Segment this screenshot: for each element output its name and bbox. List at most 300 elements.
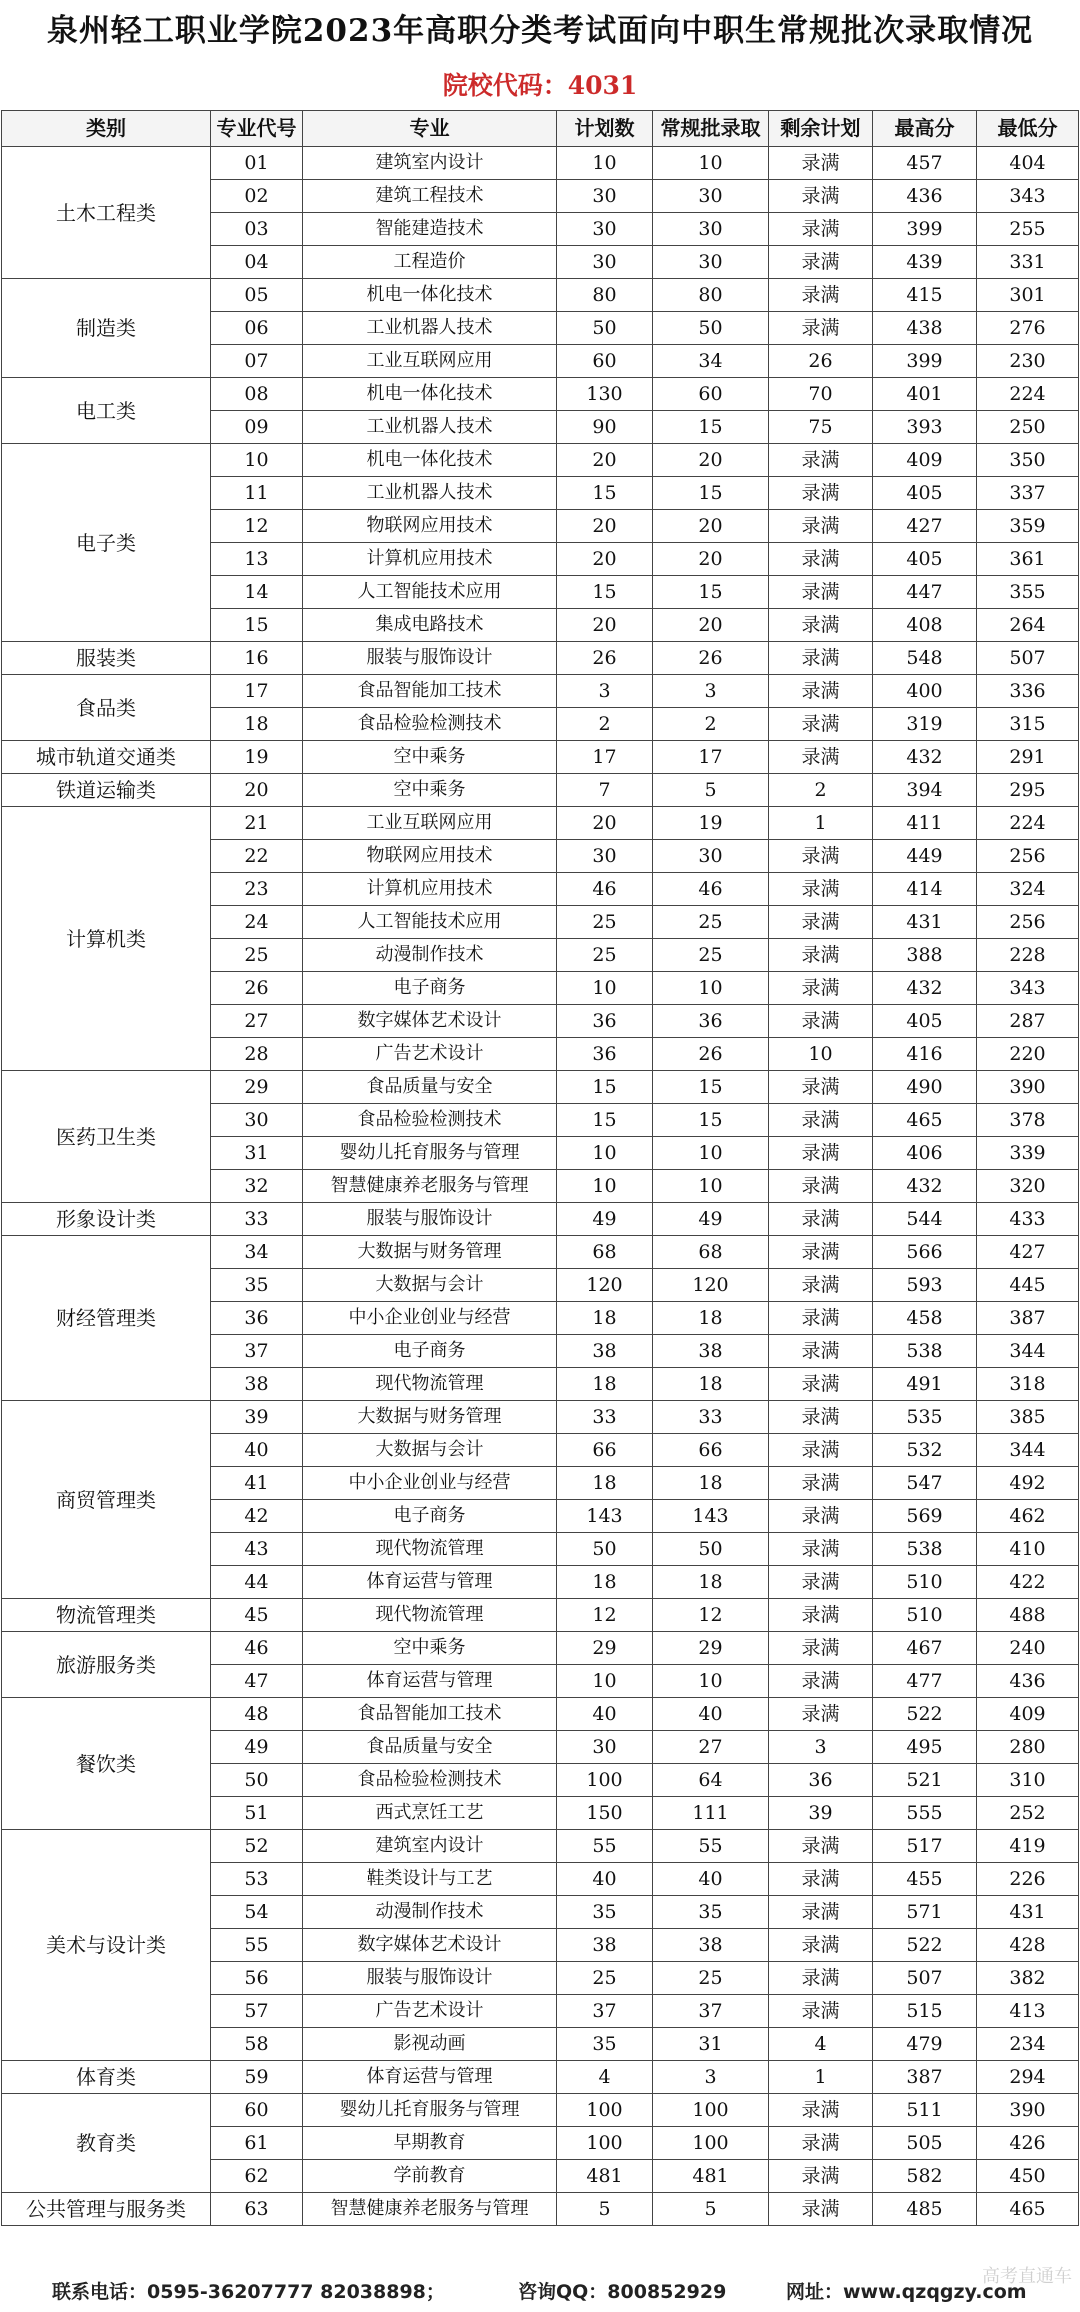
min-score-cell: 234 xyxy=(977,2028,1079,2061)
remaining-plan-cell: 录满 xyxy=(769,741,873,774)
max-score-cell: 432 xyxy=(873,1170,977,1203)
remaining-plan-cell: 录满 xyxy=(769,873,873,906)
major-name-cell: 机电一体化技术 xyxy=(303,279,557,312)
max-score-cell: 510 xyxy=(873,1599,977,1632)
min-score-cell: 359 xyxy=(977,510,1079,543)
plan-count-cell: 10 xyxy=(557,1137,653,1170)
remaining-plan-cell: 4 xyxy=(769,2028,873,2061)
major-name-cell: 中小企业创业与经营 xyxy=(303,1302,557,1335)
max-score-cell: 415 xyxy=(873,279,977,312)
max-score-cell: 449 xyxy=(873,840,977,873)
admitted-count-cell: 100 xyxy=(653,2127,769,2160)
plan-count-cell: 30 xyxy=(557,246,653,279)
major-name-cell: 食品检验检测技术 xyxy=(303,708,557,741)
plan-count-cell: 20 xyxy=(557,609,653,642)
major-code-cell: 08 xyxy=(211,378,303,411)
footer xyxy=(0,2272,1080,2312)
min-score-cell: 413 xyxy=(977,1995,1079,2028)
major-code-cell: 29 xyxy=(211,1071,303,1104)
major-name-cell: 婴幼儿托育服务与管理 xyxy=(303,1137,557,1170)
major-code-cell: 63 xyxy=(211,2193,303,2226)
plan-count-cell: 18 xyxy=(557,1368,653,1401)
remaining-plan-cell: 36 xyxy=(769,1764,873,1797)
plan-count-cell: 30 xyxy=(557,1731,653,1764)
remaining-plan-cell: 39 xyxy=(769,1797,873,1830)
major-code-cell: 30 xyxy=(211,1104,303,1137)
min-score-cell: 310 xyxy=(977,1764,1079,1797)
remaining-plan-cell: 录满 xyxy=(769,609,873,642)
max-score-cell: 532 xyxy=(873,1434,977,1467)
remaining-plan-cell: 录满 xyxy=(769,1929,873,1962)
header-admitted: 常规批录取 xyxy=(653,111,769,147)
max-score-cell: 555 xyxy=(873,1797,977,1830)
major-code-cell: 18 xyxy=(211,708,303,741)
plan-count-cell: 40 xyxy=(557,1698,653,1731)
header-category: 类别 xyxy=(2,111,211,147)
major-name-cell: 广告艺术设计 xyxy=(303,1995,557,2028)
min-score-cell: 324 xyxy=(977,873,1079,906)
category-cell: 制造类 xyxy=(2,279,211,378)
plan-count-cell: 50 xyxy=(557,312,653,345)
max-score-cell: 521 xyxy=(873,1764,977,1797)
admitted-count-cell: 10 xyxy=(653,1137,769,1170)
remaining-plan-cell: 录满 xyxy=(769,1830,873,1863)
plan-count-cell: 10 xyxy=(557,972,653,1005)
admitted-count-cell: 3 xyxy=(653,2061,769,2094)
table-row xyxy=(2,675,1079,708)
admitted-count-cell: 25 xyxy=(653,906,769,939)
major-code-cell: 56 xyxy=(211,1962,303,1995)
remaining-plan-cell: 录满 xyxy=(769,246,873,279)
remaining-plan-cell: 录满 xyxy=(769,1071,873,1104)
plan-count-cell: 90 xyxy=(557,411,653,444)
major-name-cell: 工业机器人技术 xyxy=(303,477,557,510)
category-cell: 计算机类 xyxy=(2,807,211,1071)
major-code-cell: 50 xyxy=(211,1764,303,1797)
remaining-plan-cell: 10 xyxy=(769,1038,873,1071)
major-code-cell: 01 xyxy=(211,147,303,180)
max-score-cell: 393 xyxy=(873,411,977,444)
major-code-cell: 47 xyxy=(211,1665,303,1698)
admitted-count-cell: 10 xyxy=(653,1170,769,1203)
min-score-cell: 337 xyxy=(977,477,1079,510)
max-score-cell: 436 xyxy=(873,180,977,213)
plan-count-cell: 2 xyxy=(557,708,653,741)
remaining-plan-cell: 1 xyxy=(769,2061,873,2094)
category-cell: 形象设计类 xyxy=(2,1203,211,1236)
admitted-count-cell: 20 xyxy=(653,609,769,642)
admitted-count-cell: 120 xyxy=(653,1269,769,1302)
remaining-plan-cell: 70 xyxy=(769,378,873,411)
remaining-plan-cell: 录满 xyxy=(769,1500,873,1533)
plan-count-cell: 4 xyxy=(557,2061,653,2094)
min-score-cell: 426 xyxy=(977,2127,1079,2160)
major-code-cell: 53 xyxy=(211,1863,303,1896)
max-score-cell: 432 xyxy=(873,741,977,774)
min-score-cell: 301 xyxy=(977,279,1079,312)
header-plan: 计划数 xyxy=(557,111,653,147)
min-score-cell: 428 xyxy=(977,1929,1079,1962)
min-score-cell: 382 xyxy=(977,1962,1079,1995)
max-score-cell: 457 xyxy=(873,147,977,180)
remaining-plan-cell: 录满 xyxy=(769,2193,873,2226)
plan-count-cell: 10 xyxy=(557,1665,653,1698)
remaining-plan-cell: 录满 xyxy=(769,279,873,312)
major-code-cell: 37 xyxy=(211,1335,303,1368)
remaining-plan-cell: 录满 xyxy=(769,147,873,180)
major-code-cell: 51 xyxy=(211,1797,303,1830)
major-name-cell: 工业互联网应用 xyxy=(303,345,557,378)
plan-count-cell: 20 xyxy=(557,543,653,576)
remaining-plan-cell: 录满 xyxy=(769,477,873,510)
major-name-cell: 物联网应用技术 xyxy=(303,510,557,543)
admitted-count-cell: 30 xyxy=(653,246,769,279)
min-score-cell: 230 xyxy=(977,345,1079,378)
admitted-count-cell: 49 xyxy=(653,1203,769,1236)
plan-count-cell: 18 xyxy=(557,1467,653,1500)
admitted-count-cell: 15 xyxy=(653,411,769,444)
remaining-plan-cell: 26 xyxy=(769,345,873,378)
max-score-cell: 405 xyxy=(873,543,977,576)
admitted-count-cell: 12 xyxy=(653,1599,769,1632)
max-score-cell: 405 xyxy=(873,477,977,510)
min-score-cell: 336 xyxy=(977,675,1079,708)
max-score-cell: 507 xyxy=(873,1962,977,1995)
max-score-cell: 405 xyxy=(873,1005,977,1038)
major-name-cell: 建筑室内设计 xyxy=(303,1830,557,1863)
max-score-cell: 582 xyxy=(873,2160,977,2193)
major-code-cell: 07 xyxy=(211,345,303,378)
min-score-cell: 250 xyxy=(977,411,1079,444)
admitted-count-cell: 15 xyxy=(653,1071,769,1104)
table-row xyxy=(2,2193,1079,2226)
major-code-cell: 26 xyxy=(211,972,303,1005)
max-score-cell: 387 xyxy=(873,2061,977,2094)
remaining-plan-cell: 录满 xyxy=(769,444,873,477)
plan-count-cell: 38 xyxy=(557,1335,653,1368)
table-row xyxy=(2,1401,1079,1434)
remaining-plan-cell: 录满 xyxy=(769,1236,873,1269)
admitted-count-cell: 34 xyxy=(653,345,769,378)
major-code-cell: 38 xyxy=(211,1368,303,1401)
admitted-count-cell: 25 xyxy=(653,939,769,972)
major-code-cell: 59 xyxy=(211,2061,303,2094)
major-name-cell: 空中乘务 xyxy=(303,774,557,807)
remaining-plan-cell: 录满 xyxy=(769,1962,873,1995)
major-code-cell: 21 xyxy=(211,807,303,840)
major-name-cell: 中小企业创业与经营 xyxy=(303,1467,557,1500)
category-cell: 财经管理类 xyxy=(2,1236,211,1401)
max-score-cell: 548 xyxy=(873,642,977,675)
admitted-count-cell: 17 xyxy=(653,741,769,774)
max-score-cell: 467 xyxy=(873,1632,977,1665)
header-remaining: 剩余计划 xyxy=(769,111,873,147)
remaining-plan-cell: 录满 xyxy=(769,1995,873,2028)
max-score-cell: 465 xyxy=(873,1104,977,1137)
admitted-count-cell: 18 xyxy=(653,1467,769,1500)
category-cell: 服装类 xyxy=(2,642,211,675)
major-name-cell: 机电一体化技术 xyxy=(303,444,557,477)
major-code-cell: 44 xyxy=(211,1566,303,1599)
major-name-cell: 食品检验检测技术 xyxy=(303,1104,557,1137)
major-name-cell: 工业互联网应用 xyxy=(303,807,557,840)
max-score-cell: 408 xyxy=(873,609,977,642)
admitted-count-cell: 20 xyxy=(653,543,769,576)
major-name-cell: 食品智能加工技术 xyxy=(303,675,557,708)
plan-count-cell: 130 xyxy=(557,378,653,411)
major-name-cell: 工程造价 xyxy=(303,246,557,279)
major-name-cell: 广告艺术设计 xyxy=(303,1038,557,1071)
min-score-cell: 445 xyxy=(977,1269,1079,1302)
category-cell: 公共管理与服务类 xyxy=(2,2193,211,2226)
remaining-plan-cell: 录满 xyxy=(769,1434,873,1467)
category-cell: 教育类 xyxy=(2,2094,211,2193)
remaining-plan-cell: 录满 xyxy=(769,906,873,939)
min-score-cell: 419 xyxy=(977,1830,1079,1863)
remaining-plan-cell: 录满 xyxy=(769,708,873,741)
admitted-count-cell: 20 xyxy=(653,510,769,543)
min-score-cell: 409 xyxy=(977,1698,1079,1731)
admitted-count-cell: 30 xyxy=(653,180,769,213)
major-code-cell: 11 xyxy=(211,477,303,510)
min-score-cell: 224 xyxy=(977,807,1079,840)
admitted-count-cell: 10 xyxy=(653,1665,769,1698)
remaining-plan-cell: 录满 xyxy=(769,1203,873,1236)
min-score-cell: 427 xyxy=(977,1236,1079,1269)
major-code-cell: 40 xyxy=(211,1434,303,1467)
major-name-cell: 工业机器人技术 xyxy=(303,411,557,444)
admitted-count-cell: 40 xyxy=(653,1698,769,1731)
major-code-cell: 45 xyxy=(211,1599,303,1632)
major-name-cell: 现代物流管理 xyxy=(303,1533,557,1566)
major-name-cell: 动漫制作技术 xyxy=(303,1896,557,1929)
plan-count-cell: 26 xyxy=(557,642,653,675)
major-name-cell: 机电一体化技术 xyxy=(303,378,557,411)
school-code: 院校代码：4031 xyxy=(442,71,638,100)
remaining-plan-cell: 录满 xyxy=(769,2094,873,2127)
remaining-plan-cell: 录满 xyxy=(769,939,873,972)
admitted-count-cell: 27 xyxy=(653,1731,769,1764)
plan-count-cell: 40 xyxy=(557,1863,653,1896)
remaining-plan-cell: 录满 xyxy=(769,1005,873,1038)
plan-count-cell: 5 xyxy=(557,2193,653,2226)
category-cell: 铁道运输类 xyxy=(2,774,211,807)
admitted-count-cell: 25 xyxy=(653,1962,769,1995)
major-name-cell: 体育运营与管理 xyxy=(303,2061,557,2094)
max-score-cell: 491 xyxy=(873,1368,977,1401)
remaining-plan-cell: 录满 xyxy=(769,642,873,675)
max-score-cell: 447 xyxy=(873,576,977,609)
major-name-cell: 大数据与财务管理 xyxy=(303,1401,557,1434)
remaining-plan-cell: 录满 xyxy=(769,1599,873,1632)
table-row xyxy=(2,147,1079,180)
max-score-cell: 571 xyxy=(873,1896,977,1929)
major-code-cell: 24 xyxy=(211,906,303,939)
major-name-cell: 空中乘务 xyxy=(303,741,557,774)
major-name-cell: 工业机器人技术 xyxy=(303,312,557,345)
plan-count-cell: 25 xyxy=(557,939,653,972)
major-code-cell: 34 xyxy=(211,1236,303,1269)
plan-count-cell: 25 xyxy=(557,1962,653,1995)
admitted-count-cell: 80 xyxy=(653,279,769,312)
admitted-count-cell: 18 xyxy=(653,1302,769,1335)
remaining-plan-cell: 3 xyxy=(769,1731,873,1764)
category-cell: 体育类 xyxy=(2,2061,211,2094)
remaining-plan-cell: 录满 xyxy=(769,576,873,609)
min-score-cell: 385 xyxy=(977,1401,1079,1434)
min-score-cell: 488 xyxy=(977,1599,1079,1632)
major-code-cell: 60 xyxy=(211,2094,303,2127)
category-cell: 餐饮类 xyxy=(2,1698,211,1830)
min-score-cell: 344 xyxy=(977,1335,1079,1368)
min-score-cell: 422 xyxy=(977,1566,1079,1599)
major-name-cell: 电子商务 xyxy=(303,972,557,1005)
min-score-cell: 404 xyxy=(977,147,1079,180)
max-score-cell: 569 xyxy=(873,1500,977,1533)
admitted-count-cell: 64 xyxy=(653,1764,769,1797)
min-score-cell: 240 xyxy=(977,1632,1079,1665)
admitted-count-cell: 20 xyxy=(653,444,769,477)
major-code-cell: 16 xyxy=(211,642,303,675)
admitted-count-cell: 50 xyxy=(653,312,769,345)
major-code-cell: 46 xyxy=(211,1632,303,1665)
admitted-count-cell: 35 xyxy=(653,1896,769,1929)
major-code-cell: 36 xyxy=(211,1302,303,1335)
remaining-plan-cell: 录满 xyxy=(769,2160,873,2193)
major-name-cell: 电子商务 xyxy=(303,1500,557,1533)
plan-count-cell: 20 xyxy=(557,444,653,477)
watermark: 高考直通车 xyxy=(982,2266,1072,2287)
category-cell: 电子类 xyxy=(2,444,211,642)
major-name-cell: 食品检验检测技术 xyxy=(303,1764,557,1797)
table-row xyxy=(2,2094,1079,2127)
admitted-count-cell: 18 xyxy=(653,1566,769,1599)
major-name-cell: 现代物流管理 xyxy=(303,1599,557,1632)
admitted-count-cell: 481 xyxy=(653,2160,769,2193)
table-row xyxy=(2,1599,1079,1632)
major-name-cell: 服装与服饰设计 xyxy=(303,1962,557,1995)
category-cell: 城市轨道交通类 xyxy=(2,741,211,774)
major-code-cell: 43 xyxy=(211,1533,303,1566)
plan-count-cell: 36 xyxy=(557,1038,653,1071)
max-score-cell: 566 xyxy=(873,1236,977,1269)
remaining-plan-cell: 录满 xyxy=(769,1698,873,1731)
category-cell: 商贸管理类 xyxy=(2,1401,211,1599)
major-code-cell: 22 xyxy=(211,840,303,873)
admitted-count-cell: 33 xyxy=(653,1401,769,1434)
plan-count-cell: 150 xyxy=(557,1797,653,1830)
min-score-cell: 350 xyxy=(977,444,1079,477)
major-code-cell: 19 xyxy=(211,741,303,774)
max-score-cell: 477 xyxy=(873,1665,977,1698)
plan-count-cell: 29 xyxy=(557,1632,653,1665)
min-score-cell: 339 xyxy=(977,1137,1079,1170)
major-name-cell: 服装与服饰设计 xyxy=(303,642,557,675)
admitted-count-cell: 10 xyxy=(653,972,769,1005)
min-score-cell: 433 xyxy=(977,1203,1079,1236)
min-score-cell: 256 xyxy=(977,906,1079,939)
major-code-cell: 04 xyxy=(211,246,303,279)
max-score-cell: 400 xyxy=(873,675,977,708)
major-name-cell: 西式烹饪工艺 xyxy=(303,1797,557,1830)
category-cell: 土木工程类 xyxy=(2,147,211,279)
table-row xyxy=(2,2061,1079,2094)
max-score-cell: 522 xyxy=(873,1698,977,1731)
category-cell: 医药卫生类 xyxy=(2,1071,211,1203)
remaining-plan-cell: 录满 xyxy=(769,180,873,213)
major-name-cell: 鞋类设计与工艺 xyxy=(303,1863,557,1896)
max-score-cell: 427 xyxy=(873,510,977,543)
admitted-count-cell: 5 xyxy=(653,2193,769,2226)
admitted-count-cell: 31 xyxy=(653,2028,769,2061)
major-name-cell: 食品智能加工技术 xyxy=(303,1698,557,1731)
table-row xyxy=(2,1830,1079,1863)
major-code-cell: 15 xyxy=(211,609,303,642)
major-name-cell: 服装与服饰设计 xyxy=(303,1203,557,1236)
max-score-cell: 544 xyxy=(873,1203,977,1236)
category-cell: 物流管理类 xyxy=(2,1599,211,1632)
plan-count-cell: 18 xyxy=(557,1302,653,1335)
min-score-cell: 343 xyxy=(977,180,1079,213)
min-score-cell: 431 xyxy=(977,1896,1079,1929)
max-score-cell: 495 xyxy=(873,1731,977,1764)
admitted-count-cell: 66 xyxy=(653,1434,769,1467)
major-code-cell: 39 xyxy=(211,1401,303,1434)
category-cell: 旅游服务类 xyxy=(2,1632,211,1698)
footer-website: 网址：www.qzqgzy.com xyxy=(786,2281,1027,2303)
plan-count-cell: 10 xyxy=(557,1170,653,1203)
admitted-count-cell: 60 xyxy=(653,378,769,411)
min-score-cell: 291 xyxy=(977,741,1079,774)
min-score-cell: 492 xyxy=(977,1467,1079,1500)
remaining-plan-cell: 录满 xyxy=(769,1137,873,1170)
remaining-plan-cell: 录满 xyxy=(769,1335,873,1368)
major-code-cell: 35 xyxy=(211,1269,303,1302)
major-name-cell: 体育运营与管理 xyxy=(303,1665,557,1698)
major-name-cell: 食品质量与安全 xyxy=(303,1731,557,1764)
plan-count-cell: 35 xyxy=(557,1896,653,1929)
footer-qq: 咨询QQ：800852929 xyxy=(518,2281,727,2303)
plan-count-cell: 10 xyxy=(557,147,653,180)
remaining-plan-cell: 录满 xyxy=(769,1170,873,1203)
plan-count-cell: 68 xyxy=(557,1236,653,1269)
major-code-cell: 25 xyxy=(211,939,303,972)
plan-count-cell: 60 xyxy=(557,345,653,378)
max-score-cell: 319 xyxy=(873,708,977,741)
major-name-cell: 动漫制作技术 xyxy=(303,939,557,972)
plan-count-cell: 100 xyxy=(557,1764,653,1797)
min-score-cell: 343 xyxy=(977,972,1079,1005)
category-cell: 电工类 xyxy=(2,378,211,444)
header-major-code: 专业代号 xyxy=(211,111,303,147)
footer-phone: 联系电话：0595-36207777 82038898； xyxy=(52,2281,445,2303)
major-code-cell: 61 xyxy=(211,2127,303,2160)
table-header-row xyxy=(2,111,1079,147)
plan-count-cell: 15 xyxy=(557,576,653,609)
plan-count-cell: 37 xyxy=(557,1995,653,2028)
min-score-cell: 315 xyxy=(977,708,1079,741)
major-code-cell: 02 xyxy=(211,180,303,213)
major-code-cell: 28 xyxy=(211,1038,303,1071)
plan-count-cell: 100 xyxy=(557,2094,653,2127)
major-name-cell: 智慧健康养老服务与管理 xyxy=(303,1170,557,1203)
major-name-cell: 电子商务 xyxy=(303,1335,557,1368)
admitted-count-cell: 50 xyxy=(653,1533,769,1566)
remaining-plan-cell: 录满 xyxy=(769,675,873,708)
table-row xyxy=(2,807,1079,840)
max-score-cell: 485 xyxy=(873,2193,977,2226)
min-score-cell: 387 xyxy=(977,1302,1079,1335)
